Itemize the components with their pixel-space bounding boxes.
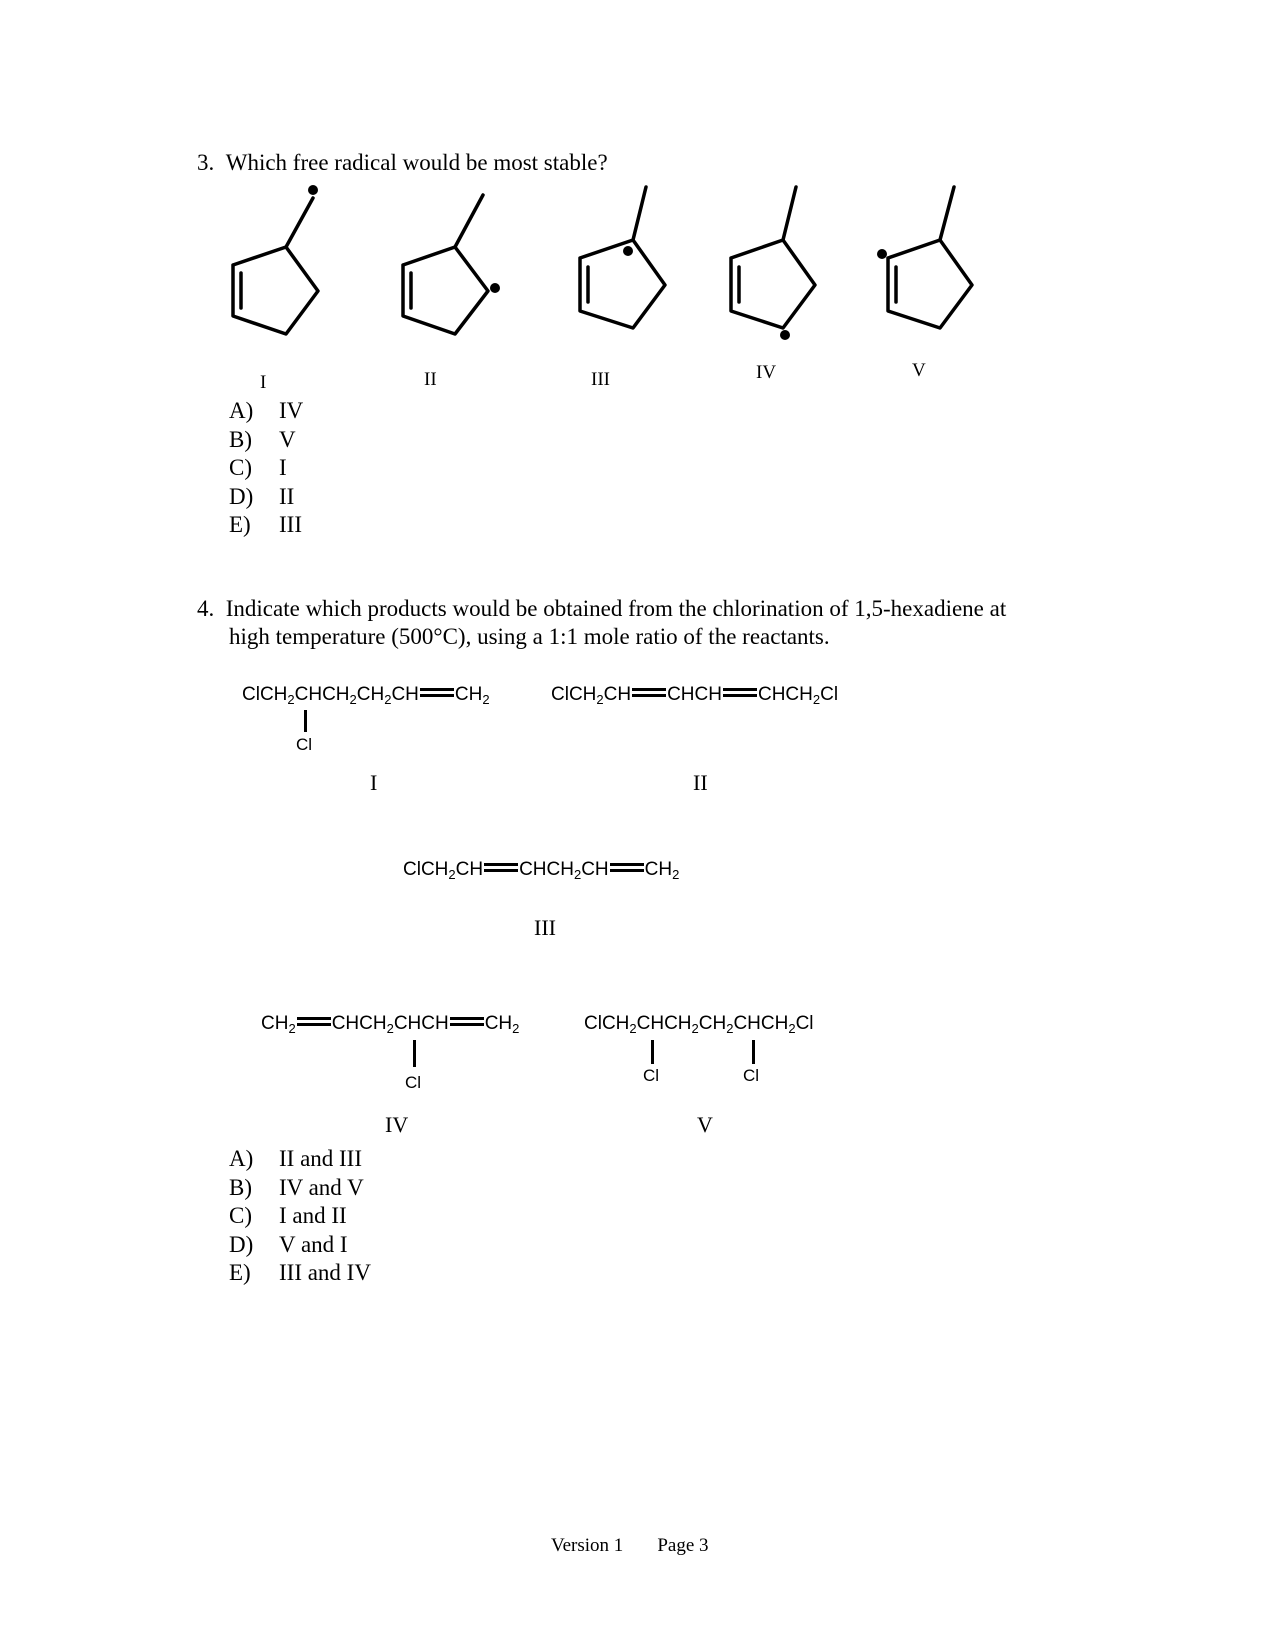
question-text-line2: high temperature (500°C), using a 1:1 mole ratio of the reactants.: [229, 624, 830, 649]
branch-bond: [651, 1040, 654, 1064]
product-label-iii: III: [534, 915, 556, 940]
option-b[interactable]: B) V: [229, 426, 296, 452]
option-c[interactable]: C) I: [229, 455, 287, 480]
question-text-line1: Indicate which products would be obtained from the chlorination of 1,5-hexadiene at: [225, 596, 1007, 621]
product-v-cl-branch-1: Cl: [643, 1066, 660, 1085]
branch-bond: [304, 710, 307, 732]
branch-bond: [413, 1040, 416, 1067]
structure-ii: [403, 195, 500, 334]
double-bond: [297, 1017, 331, 1026]
option-b[interactable]: B) IV and V: [229, 1174, 364, 1200]
double-bond: [632, 688, 666, 697]
product-label-ii: II: [693, 770, 708, 795]
branch-bond: [752, 1040, 755, 1064]
question-4-options: [229, 1145, 371, 1288]
option-a[interactable]: A) IV: [229, 398, 304, 423]
option-a[interactable]: A) II and III: [229, 1146, 363, 1171]
structure-label-ii: II: [424, 369, 437, 390]
structure-label-i: I: [260, 372, 267, 393]
product-i-cl-branch: Cl: [296, 735, 313, 754]
question-3-options: [229, 397, 303, 540]
product-i-formula: $ClCH_2CHCH_2CH_2CH$ $CH_2$: [242, 684, 490, 707]
structure-label-iii: III: [591, 369, 610, 390]
product-v-formula: $ClCH_2CHCH_2CH_2CHCH_2Cl$: [584, 1013, 814, 1036]
page-footer: [551, 1535, 709, 1557]
product-ii-formula: ClCH$_2$CH CHCH $CHCH_2Cl$: [551, 684, 839, 707]
structure-i: [233, 185, 318, 334]
option-d[interactable]: D) V and I: [229, 1231, 348, 1257]
double-bond: [723, 688, 757, 697]
double-bond: [450, 1017, 484, 1026]
radical-structures: [0, 0, 1275, 420]
product-label-i: I: [370, 770, 378, 795]
product-iv-formula: $CH_2$ $CHCH_2CHCH$ $CH_2$: [261, 1013, 520, 1036]
page-number: Page 3: [657, 1535, 709, 1556]
option-d[interactable]: D) II: [229, 483, 295, 509]
product-iii-formula: ClCH$_2$CH $CHCH_2CH$ $CH_2$: [403, 859, 680, 882]
product-label-iv: IV: [385, 1112, 409, 1137]
structure-iii: [580, 187, 665, 328]
question-number: 4.: [197, 596, 215, 621]
question-number: 3.: [197, 150, 215, 175]
option-e[interactable]: E) III and IV: [229, 1260, 371, 1285]
double-bond: [610, 863, 644, 872]
double-bond: [420, 688, 454, 697]
version-label: Version 1: [551, 1535, 624, 1556]
structure-iv: [731, 187, 815, 340]
structure-v: [877, 187, 972, 328]
structure-label-v: V: [912, 360, 926, 381]
product-v-cl-branch-2: Cl: [743, 1066, 760, 1085]
product-label-v: V: [697, 1112, 713, 1137]
structure-label-iv: IV: [756, 362, 777, 383]
product-iv-cl-branch: Cl: [405, 1073, 422, 1092]
question-4-prompt: [197, 595, 1006, 651]
question-text: Which free radical would be most stable?: [225, 150, 608, 175]
option-c[interactable]: C) I and II: [229, 1203, 347, 1228]
option-e[interactable]: E) III: [229, 512, 302, 537]
double-bond: [484, 863, 518, 872]
